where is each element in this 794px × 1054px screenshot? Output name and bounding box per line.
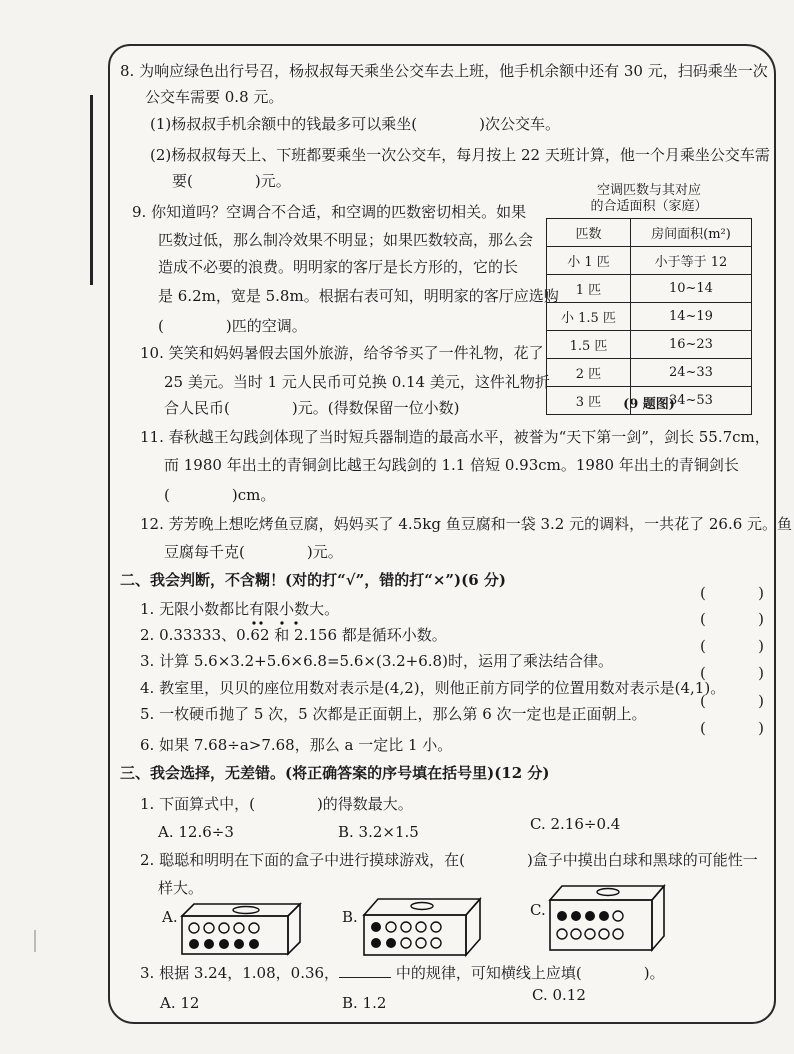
box-label-c: C. [530, 901, 546, 919]
judge-item-2: 2. 0.33333、0.62 和 2.156 都是循环小数。 [140, 626, 447, 644]
table-cell: 1.5 匹 [547, 331, 631, 359]
q10-line2: 25 美元。当时 1 元人民币可兑换 0.14 美元，这件礼物折 [164, 373, 550, 391]
q10-line1: 10. 笑笑和妈妈暑假去国外旅游，给爷爷买了一件礼物，花了 [140, 344, 544, 362]
ac-table [546, 218, 752, 415]
box-label-a: A. [162, 908, 178, 926]
judge-item-4: 4. 教室里，贝贝的座位用数对表示是(4,2)，则他正前方同学的位置用数对表示是(4,1)。 [140, 679, 726, 697]
q10-line3: 合人民币( )元。(得数保留一位小数) [164, 399, 460, 417]
binding-mark [90, 95, 93, 285]
q8-sub2-line2: 要( )元。 [172, 172, 291, 190]
q11-line3: ( )cm。 [164, 486, 276, 504]
table-row [547, 303, 752, 331]
choice-q1-opt-a: A. 12.6÷3 [158, 823, 234, 841]
table-row [547, 275, 752, 303]
table-header-row [547, 219, 752, 247]
edge-mark [34, 930, 36, 952]
choice-q3-opt-b: B. 1.2 [342, 994, 387, 1012]
q9-line2: 匹数过低，那么制冷效果不明显；如果匹数较高，那么会 [158, 231, 534, 249]
choice-q1: 1. 下面算式中，( )的得数最大。 [140, 795, 413, 813]
table-cell: 14~19 [630, 303, 751, 331]
judge-item-1: 1. 无限小数都比有限小数大。 [140, 600, 340, 618]
table-cell: 24~33 [630, 359, 751, 387]
table-note: (9 题图) [623, 397, 675, 412]
q8-sub1: (1)杨叔叔手机余额中的钱最多可以乘坐( )次公交车。 [150, 115, 560, 133]
box-c[interactable] [546, 880, 670, 954]
table-row [547, 247, 752, 275]
choice-q3: 3. 根据 3.24，1.08，0.36， 中的规律，可知横线上应填( )。 [140, 964, 665, 982]
table-cell: 3 匹 [547, 387, 631, 415]
box-b[interactable] [356, 895, 486, 957]
q8-sub2-line1: (2)杨叔叔每天上、下班都要乘坐一次公交车，每月按上 22 天班计算，他一个月乘坐公交车需 [150, 146, 770, 164]
judge-item-6: 6. 如果 7.68÷a>7.68，那么 a 一定比 1 小。 [140, 736, 453, 754]
q9-line1: 9. 你知道吗？空调合不合适，和空调的匹数密切相关。如果 [132, 203, 527, 221]
judge-item-3: 3. 计算 5.6×3.2+5.6×6.8=5.6×(3.2+6.8)时，运用了乘法结合律。 [140, 652, 613, 670]
table-cell: 小 1.5 匹 [547, 303, 631, 331]
choice-q2-line1: 2. 聪聪和明明在下面的盒子中进行摸球游戏，在( )盒子中摸出白球和黑球的可能性一 [140, 851, 758, 869]
q11-line1: 11. 春秋越王勾践剑体现了当时短兵器制造的最高水平，被誉为“天下第一剑”，剑长 55.7cm， [140, 428, 770, 446]
q8-line1: 8. 为响应绿色出行号召，杨叔叔每天乘坐公交车去上班，他手机余额中还有 30 元，扫码乘坐一次 [120, 62, 768, 80]
recurring-dots-1 [248, 620, 268, 626]
table-cell: 小 1 匹 [547, 247, 631, 275]
table-cell: 小于等于 12 [630, 247, 751, 275]
choice-q2-line2: 样大。 [158, 879, 204, 897]
table-cell: 34~53 [630, 387, 751, 415]
q11-line2: 而 1980 年出土的青铜剑比越王勾践剑的 1.1 倍短 0.93cm。1980 年出土的青铜剑长 [164, 456, 739, 474]
q12-line2: 豆腐每千克( )元。 [164, 543, 343, 561]
table-cell: 2 匹 [547, 359, 631, 387]
section-3-title: 三、我会选择，无差错。(将正确答案的序号填在括号里)(12 分) [120, 764, 550, 782]
choice-q1-opt-c: C. 2.16÷0.4 [530, 815, 621, 833]
table-cell: 16~23 [630, 331, 751, 359]
table-caption-2: 的合适面积（家庭） [590, 199, 708, 214]
table-caption-1: 空调匹数与其对应 [596, 183, 701, 198]
choice-q1-opt-b: B. 3.2×1.5 [338, 823, 419, 841]
q9-line4: 是 6.2m，宽是 5.8m。根据右表可知，明明家的客厅应选购 [158, 287, 559, 305]
table-row [547, 331, 752, 359]
q12-line1: 12. 芳芳晚上想吃烤鱼豆腐，妈妈买了 4.5kg 鱼豆腐和一袋 3.2 元的调料，一共花了 26.6 元。鱼 [140, 515, 793, 533]
table-cell: 1 匹 [547, 275, 631, 303]
sequence-blank-line[interactable] [339, 963, 391, 978]
table-header-cell: 匹数 [547, 219, 631, 247]
table-row [547, 359, 752, 387]
q9-line3: 造成不必要的浪费。明明家的客厅是长方形的，它的长 [158, 258, 519, 276]
q9-line5: ( )匹的空调。 [158, 317, 307, 335]
table-cell: 10~14 [630, 275, 751, 303]
choice-q3-opt-c: C. 0.12 [532, 986, 586, 1004]
q8-line2: 公交车需要 0.8 元。 [145, 88, 284, 106]
choice-q3-opt-a: A. 12 [160, 994, 200, 1012]
section-2-title: 二、我会判断，不含糊！(对的打“√”，错的打“×”)(6 分) [120, 571, 506, 589]
box-label-b: B. [342, 908, 358, 926]
recurring-dots-2 [275, 620, 305, 626]
judge-item-5: 5. 一枚硬币抛了 5 次，5 次都是正面朝上，那么第 6 次一定也是正面朝上。 [140, 705, 647, 723]
box-a[interactable] [176, 900, 306, 958]
table-header-cell: 房间面积(m²) [630, 219, 751, 247]
